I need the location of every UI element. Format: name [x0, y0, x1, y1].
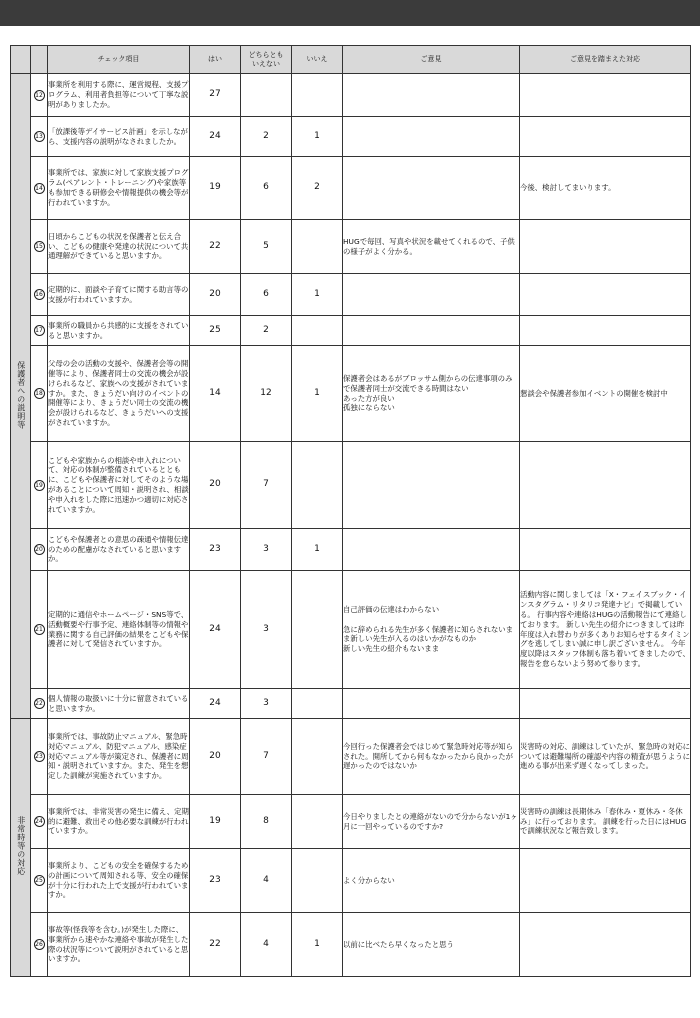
table-row — [11, 689, 691, 719]
question-text: 事業所より、こどもの安全を確保するための計画について周知される等、安全の確保が十分に行われた上で支援が行われていますか。 — [48, 849, 190, 913]
opinion-text — [343, 529, 520, 571]
no-count — [292, 689, 343, 719]
header-yes: はい — [190, 46, 241, 74]
question-text: 事業所では、事故防止マニュアル、緊急時対応マニュアル、防犯マニュアル、感染症対応マニュアル等が策定され、保護者に周知・説明されていますか。また、発生を想定した訓練が実施されていますか。 — [48, 719, 190, 795]
yes-count: 20 — [190, 442, 241, 529]
response-text: 今後、検討してまいります。 — [520, 157, 691, 220]
yes-count: 23 — [190, 529, 241, 571]
neither-count: 4 — [241, 849, 292, 913]
neither-count: 12 — [241, 346, 292, 442]
yes-count: 24 — [190, 571, 241, 689]
question-text: 個人情報の取扱いに十分に留意されていると思いますか。 — [48, 689, 190, 719]
yes-count: 27 — [190, 74, 241, 117]
neither-count: 5 — [241, 220, 292, 274]
no-count — [292, 316, 343, 346]
neither-count: 2 — [241, 117, 292, 157]
yes-count: 20 — [190, 719, 241, 795]
category-label: 非常時等の対応 — [16, 816, 26, 876]
yes-count: 24 — [190, 117, 241, 157]
neither-count — [241, 74, 292, 117]
header-no: いいえ — [292, 46, 343, 74]
response-text — [520, 220, 691, 274]
item-number: 16 — [31, 274, 48, 316]
item-number: 26 — [31, 913, 48, 977]
no-count — [292, 220, 343, 274]
item-number: 20 — [31, 529, 48, 571]
header-check-item: チェック項目 — [48, 46, 190, 74]
category-label: 保護者への説明等 — [16, 360, 26, 429]
viewer-top-bar — [0, 0, 700, 26]
neither-count: 6 — [241, 157, 292, 220]
table-row — [11, 274, 691, 316]
opinion-text — [343, 74, 520, 117]
opinion-text — [343, 442, 520, 529]
yes-count: 22 — [190, 220, 241, 274]
table-row — [11, 442, 691, 529]
opinion-text: 自己評価の伝達はわからない 急に辞められる先生が多く保護者に知らされないまま新しい先生が入るのはいかがなものか 新しい先生の紹介もないまま — [343, 571, 520, 689]
yes-count: 19 — [190, 157, 241, 220]
yes-count: 23 — [190, 849, 241, 913]
table-row — [11, 74, 691, 117]
item-number: 24 — [31, 795, 48, 849]
table-header-row — [11, 46, 691, 74]
opinion-text: 保護者会はあるがブロッサム側からの伝達事項のみで保護者同士が交流できる時間はない あった方が良い 孤独にならない — [343, 346, 520, 442]
question-text: 事業所の職員から共感的に支援をされていると思いますか。 — [48, 316, 190, 346]
neither-count: 2 — [241, 316, 292, 346]
yes-count: 14 — [190, 346, 241, 442]
response-text: 活動内容に関しましては「X・フェイスブック・インスタグラム・リタリコ発達ナビ」で掲載している。 行事内容や連絡はHUGの活動報告にて連絡しております。 新しい先生の紹介につきましては昨年度は入れ替わりが多くありお知らせするタイミングを逃してしまい誠に申し訳ございません。 今年度以降はスタッフ体制も落ち着いてきましたので、報告を怠らないよう努めて参ります。 — [520, 571, 691, 689]
neither-count: 6 — [241, 274, 292, 316]
opinion-text — [343, 689, 520, 719]
question-text: 事業所では、非常災害の発生に備え、定期的に避難、救出その他必要な訓練が行われていますか。 — [48, 795, 190, 849]
item-number: 15 — [31, 220, 48, 274]
item-number: 17 — [31, 316, 48, 346]
document-page — [0, 26, 700, 1018]
neither-count: 8 — [241, 795, 292, 849]
item-number: 22 — [31, 689, 48, 719]
header-opinion: ご意見 — [343, 46, 520, 74]
table-row — [11, 117, 691, 157]
question-text: 事業所を利用する際に、運営規程、支援プログラム、利用者負担等について丁寧な説明がありましたか。 — [48, 74, 190, 117]
response-text: 災害時の対応、訓練はしていたが、緊急時の対応については避難場所の確認や内容の精査が思うように進める事が出来ず遅くなってしまった。 — [520, 719, 691, 795]
opinion-text — [343, 157, 520, 220]
question-text: 定期的に通信やホームページ・SNS等で、活動概要や行事予定、連絡体制等の情報や業務に関する自己評価の結果をこどもや保護者に対して発信されていますか。 — [48, 571, 190, 689]
no-count — [292, 849, 343, 913]
opinion-text: 今日やりましたとの連絡がないので分からないが1ヶ月に一回やっているのですか? — [343, 795, 520, 849]
response-text: 懇談会や保護者参加イベントの開催を検討中 — [520, 346, 691, 442]
opinion-text: よく分からない — [343, 849, 520, 913]
yes-count: 25 — [190, 316, 241, 346]
no-count — [292, 795, 343, 849]
neither-count: 3 — [241, 529, 292, 571]
category-emergency-response — [11, 719, 31, 977]
no-count: 1 — [292, 913, 343, 977]
no-count: 1 — [292, 274, 343, 316]
response-text — [520, 74, 691, 117]
question-text: 事故等(怪我等を含む。)が発生した際に、事業所から速やかな連絡や事故が発生した際の状況等について説明がされていると思いますか。 — [48, 913, 190, 977]
header-response: ご意見を踏まえた対応 — [520, 46, 691, 74]
no-count — [292, 571, 343, 689]
neither-count: 4 — [241, 913, 292, 977]
item-number: 25 — [31, 849, 48, 913]
header-neither: どちらとも いえない — [241, 46, 292, 74]
item-number: 18 — [31, 346, 48, 442]
question-text: 定期的に、面談や子育てに関する助言等の支援が行われていますか。 — [48, 274, 190, 316]
item-number: 21 — [31, 571, 48, 689]
item-number: 14 — [31, 157, 48, 220]
response-text — [520, 689, 691, 719]
item-number: 13 — [31, 117, 48, 157]
table-row — [11, 719, 691, 795]
response-text — [520, 849, 691, 913]
opinion-text — [343, 274, 520, 316]
response-text — [520, 117, 691, 157]
opinion-text: HUGで毎回、写真や状況を載せてくれるので、子供の様子がよく分かる。 — [343, 220, 520, 274]
neither-count: 3 — [241, 689, 292, 719]
item-number: 19 — [31, 442, 48, 529]
table-row — [11, 346, 691, 442]
response-text — [520, 529, 691, 571]
yes-count: 24 — [190, 689, 241, 719]
response-text: 災害時の訓練は長期休み「春休み・夏休み・冬休み」に行っております。 訓練を行った日にはHUGで訓練状況など報告致します。 — [520, 795, 691, 849]
response-text — [520, 913, 691, 977]
opinion-text — [343, 117, 520, 157]
table-row — [11, 913, 691, 977]
no-count — [292, 74, 343, 117]
opinion-text: 今回行った保護者会ではじめて緊急時対応等が知らされた。開所してから何もなかったから良かったが遅かったのではないか — [343, 719, 520, 795]
no-count: 1 — [292, 117, 343, 157]
no-count: 1 — [292, 529, 343, 571]
table-row — [11, 157, 691, 220]
response-text — [520, 274, 691, 316]
question-text: 「放課後等デイサービス計画」を示しながら、支援内容の説明がなされましたか。 — [48, 117, 190, 157]
neither-count: 3 — [241, 571, 292, 689]
question-text: こどもや保護者との意思の疎通や情報伝達のための配慮がなされていると思いますか。 — [48, 529, 190, 571]
no-count — [292, 442, 343, 529]
question-text: 父母の会の活動の支援や、保護者会等の開催等により、保護者同士の交流の機会が設けられるなど、家族への支援がされていますか。また、きょうだい向けのイベントの開催等により、きょうだい同士の交流の機会が設けられるなど、きょうだいへの支援がされていますか。 — [48, 346, 190, 442]
neither-count: 7 — [241, 719, 292, 795]
question-text: こどもや家族からの相談や申入れについて、対応の体制が整備されているとともに、こどもや保護者に対してそのような場があることについて周知・説明され、相談や申入れをした際に迅速かつ適切に対応されていますか。 — [48, 442, 190, 529]
header-blank-number — [31, 46, 48, 74]
yes-count: 22 — [190, 913, 241, 977]
response-text — [520, 442, 691, 529]
opinion-text: 以前に比べたら早くなったと思う — [343, 913, 520, 977]
neither-count: 7 — [241, 442, 292, 529]
table-row — [11, 316, 691, 346]
table-row — [11, 220, 691, 274]
table-row — [11, 571, 691, 689]
table-row — [11, 795, 691, 849]
no-count — [292, 719, 343, 795]
table-row — [11, 849, 691, 913]
item-number: 23 — [31, 719, 48, 795]
table-row — [11, 529, 691, 571]
item-number: 12 — [31, 74, 48, 117]
header-blank-category — [11, 46, 31, 74]
question-text: 事業所では、家族に対して家族支援プログラム(ペアレント・トレーニング)や家族等も参加できる研修会や情報提供の機会等が行われていますか。 — [48, 157, 190, 220]
yes-count: 19 — [190, 795, 241, 849]
question-text: 日頃からこどもの状況を保護者と伝え合い、こどもの健康や発達の状況について共通理解ができていると思いますか。 — [48, 220, 190, 274]
response-text — [520, 316, 691, 346]
no-count: 1 — [292, 346, 343, 442]
no-count: 2 — [292, 157, 343, 220]
yes-count: 20 — [190, 274, 241, 316]
category-guardian-explanation — [11, 74, 31, 719]
survey-table — [10, 45, 691, 977]
opinion-text — [343, 316, 520, 346]
